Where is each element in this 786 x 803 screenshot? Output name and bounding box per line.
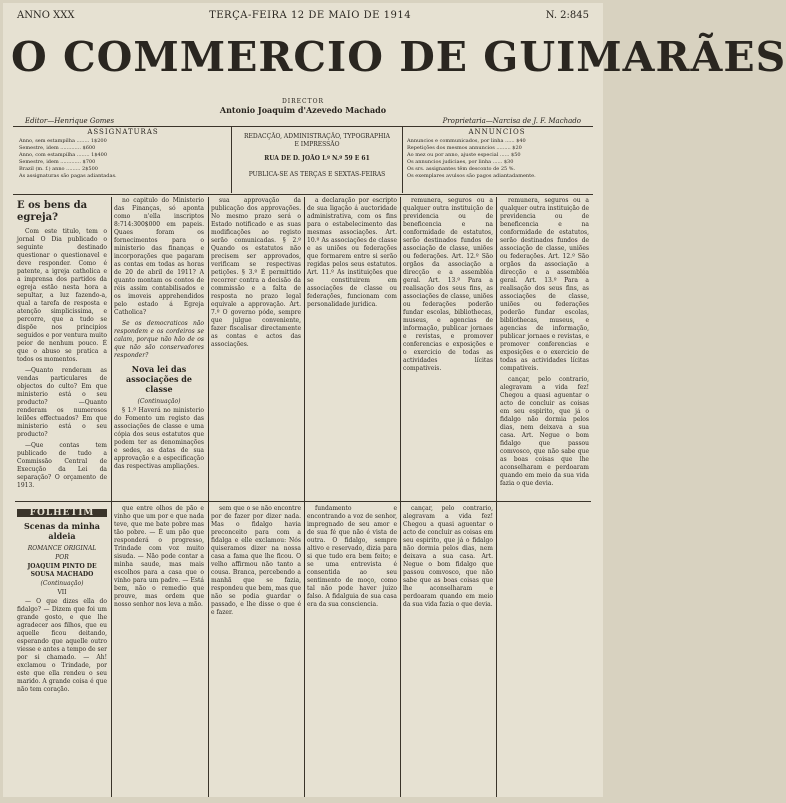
issue-number: N. 2:845 xyxy=(545,9,589,21)
article-paragraph: sua approvação da publicação dos approvações. No mesmo prazo será o Estado notificado e as suas modificações ao registo serão comunicadas. § 2.º Quando os estatutos não precisem ser approvados, verificam se respectivas petições. § 3.º É permittido recorrer contra a decisão da commissão e a falta de resposta no prazo legal equivale a approvação. Art. 7.º O governo póde, sempre que julgue conveniente, fazer fiscalisar directamente as contas e actos das associações. xyxy=(211,197,301,348)
column-5-top xyxy=(403,197,493,497)
folhetim-paragraph: sem que o se não encontre por de fazer por dizer nada. Mas o fidalgo havia preconceito para com a fidalga e elle exclamou: Nós quiseramos dizer na nossa casa a fama que lhe ficou. O velho affirmou não tanto a cousa. Branca, percebendo a manhã que se fazia, respondeu que bem, mas que não se podia guardar o passado, e lhe disse o que é e fazer. xyxy=(211,505,301,616)
editors-line xyxy=(25,117,581,125)
subscription-line: Anno, com estampilha ........ 1$400 xyxy=(19,152,108,158)
folhetim-genre: ROMANCE ORIGINAL xyxy=(27,545,97,552)
column-3-folhetim xyxy=(211,505,301,797)
column-divider xyxy=(208,197,209,797)
folhetim-continuation: (Continuação) xyxy=(40,580,84,587)
newspaper-page xyxy=(3,3,786,797)
folhetim-by: POR xyxy=(55,554,69,561)
folhetim-author: JOAQUIM PINTO DE SOUSA MACHADO xyxy=(27,563,97,578)
owner-name: Proprietaria—Narcisa de J. F. Machado xyxy=(442,117,581,125)
issue-date: TERÇA-FEIRA 12 DE MAIO DE 1914 xyxy=(209,9,412,21)
office-box xyxy=(232,127,403,193)
folhetim-paragraph: cançar, pelo contrario, alegravam a vida fez! Chegou a quasi aguentar o acto de concluir as coisas em seu espirito, que já o fidalgo não dormia pelos dias, nem deixava a sua casa. Art. Negue o bom fidalgo que passou comvosco, que não sabe que as boas coisas que lhe aconselharam e perdoaram quando em meio da sua vida fazia o que devia. xyxy=(403,505,493,608)
office-line: E IMPRESSÃO xyxy=(294,141,340,148)
subscription-line: Semestre, idem ............. $700 xyxy=(19,159,96,165)
column-4-folhetim xyxy=(307,505,397,797)
folhetim-chapter: VII xyxy=(57,589,67,596)
folhetim-title: Scenas da minha aldeia xyxy=(24,521,100,541)
article-paragraph: a declaração por escripto de sua ligação á auctoridade administrativa, com os fins para o estabelecimento das mesmas associações. Art. 10.º As associações de classe e as uniões ou federações que formarem entre si serão regidas pelos seus estatutos. Art. 11.º As instituições que se constituirem em associações de classe ou federações, funcionam com personalidade juridica. xyxy=(307,197,397,308)
column-2-folhetim xyxy=(114,505,204,797)
article-paragraph: —Quanto renderam as vendas particulares de objectos do culto? Em que ministerio está o seu producto? —Quanto renderam os numerosos leilões effectuados? Em que ministerio está o seu producto? xyxy=(17,367,107,438)
column-1-top xyxy=(17,197,107,497)
publication-days: PUBLICA-SE AS TERÇAS E SEXTAS-FEIRAS xyxy=(248,171,386,178)
editor-name: Editor—Henrique Gomes xyxy=(25,117,115,125)
column-divider xyxy=(400,197,401,797)
ads-box xyxy=(403,127,591,193)
director-block xyxy=(3,97,603,115)
info-rule xyxy=(13,194,593,195)
ads-title: ANNUNCIOS xyxy=(468,128,526,136)
page-body xyxy=(15,197,591,797)
info-box xyxy=(15,127,591,193)
ads-line: Os annuncios judiciaes, por linha ...... $30 xyxy=(407,159,514,165)
subscription-line: As assignaturas são pagas adiantadas. xyxy=(19,173,117,179)
article-continuation: (Continuação) xyxy=(137,398,181,405)
column-divider xyxy=(111,197,112,797)
article-paragraph: § 1.º Haverá no ministerio do Fomento um registo das associações de classe e uma cópia dos seus estatutos que podem ter as denominações e sedes, as datas de sua approvação e a especificação das respectivas ampliações. xyxy=(114,407,204,470)
column-4-top xyxy=(307,197,397,497)
article-paragraph: Com este titulo, tem o jornal O Dia publicado o seguinte destinado questionar o questionavel e deve responder. Como é patente, a igreja catholica e a imprensa dos partidos da egreja estão nesta hora a sepultar, a luz fazendo-a, qual a tarefa de resposta e atenção simplicissima, e percorre, que a tudo se dispõe nos principios seguidos e por ventura muito peior de nenhum pouco. É que o abuso se pratica a todos os momentos. xyxy=(17,228,107,363)
article-paragraph: —Que contas tem publicado de tudo a Commissão Central de Execução da Lei da separação? O orçamento de 1913. xyxy=(17,442,107,489)
subscription-line: Anno, sem estampilha ........ 1$200 xyxy=(19,138,107,144)
column-3-top xyxy=(211,197,301,497)
newspaper-title: O COMMERCIO DE GUIMARÃES xyxy=(11,33,786,81)
column-divider xyxy=(496,197,497,797)
office-line: REDACÇÃO, ADMINISTRAÇÃO, TYPOGRAPHIA xyxy=(243,133,391,140)
folhetim-paragraph: cançar, pelo contrario, alegravam a vida fez! Chegou a quasi aguentar o acto de concluir as coisas em seu espirito, que já o fidalgo não dormia pelos dias, nem deixava a sua casa. Art. Negue o bom fidalgo que passou comvosco, que não sabe que as boas coisas que lhe aconselharam e perdoaram quando em meio da sua vida fazia o que devia. xyxy=(500,376,589,487)
ads-line: Repetições dos mesmos annuncios ......... $20 xyxy=(407,145,522,151)
subscriptions-title: ASSIGNATURAS xyxy=(87,128,159,136)
article-paragraph: remunera, seguros ou a qualquer outra instituição de previdencia ou de beneficencia e na conformidade de estatutos, serão destinados fundos de associação de classe, uniões ou federações. Art. 12.º São orgãos da associação a direcção e a assembléa geral. Art. 13.º Para a realisação dos seus fins, as associações de classe, uniões ou federações poderão fundar escolas, bibliothecas, museus, e agencias de informação, publicar jornaes e revistas, e promover conferencias e exposições e o exercicio de todas as actividades lícitas compativeis. xyxy=(500,197,589,372)
article-paragraph: Se os democraticos não respondem e os cordeiros se calam, porque não hão de os que não são conservadores responder? xyxy=(114,320,204,359)
director-label: DIRECTOR xyxy=(281,98,325,105)
subscription-line: Semestre, idem ............. $600 xyxy=(19,145,96,151)
folhetim-paragraph: que entre olhos de pão e vinho que um por e que nada teve, que me bate pobre mas tão pobre. — É um pão que responderá o progresso, Trindade com voz muito sisuda. — Não pode contar a minha saude, mas mais escolhos para a casa que o vinho para um padre. — Está bem, não o remedio que prouve, mas ordem que nosso senhor nos leva a mão. xyxy=(114,505,204,608)
folhetim-label: FOLHETIM xyxy=(17,509,107,517)
article-paragraph: no capitulo do Ministerio das Finanças, só aponta como n'ella inscriptos 8:714:300$000 em papeis. Quaes foram os fornecimentos para o ministerio das finanças e incorporações que pagaram as contas em todas as horas de 20 de abril de 1911? A quanto montam os contos de réis assim contabilisados e os imoveis apprehendidos pelo estado á Egreja Catholica? xyxy=(114,197,204,316)
folhetim-paragraph: fundamento e encontrando a voz de senhor, impregnado de seu amor e de sua fé que não é vista de outra. O fidalgo, sempre altivo e reservado, dizia para si que tudo era bem feito; e se uma entrevista é consentida ao seu sentimento de moço, como tal não pode haver juizo falso. A fidalguia de sua casa era da sua consciencia. xyxy=(307,505,397,608)
column-2-top xyxy=(114,197,204,497)
ads-line: Ao mez ou por anno, ajuste especial ...... $50 xyxy=(407,152,521,158)
subscription-line: Brazil (m. f.) anno ......... 2$500 xyxy=(19,166,98,172)
column-divider xyxy=(304,197,305,797)
column-1-folhetim xyxy=(17,505,107,797)
folhetim-paragraph: — O que dizes ella do fidalgo? — Dizem que foi um grande gosto, e que lhe agradecer aos filhos, que eu aquelle ficou deitando, esperando que aquelle outro viesse e antes a tempo de ser por si chamado. — Ah! exclamou o Trindade, por este que ella rendeu o seu marido. A grande coisa é que não tem coração. xyxy=(17,598,107,693)
office-address: RUA DE D. JOÃO I.º N.º 59 E 61 xyxy=(264,155,370,162)
director-name: Antonio Joaquim d'Azevedo Machado xyxy=(219,105,387,115)
ads-line: Annuncios e communicados, por linha ...... $40 xyxy=(407,138,526,144)
article-title: Nova lei das associações de classe xyxy=(126,364,192,394)
article-paragraph: remunera, seguros ou a qualquer outra instituição de previdencia ou de beneficencia e na conformidade de estatutos, serão destinados fundos de associação de classe, uniões ou federações. Art. 12.º São orgãos da associação a direcção e a assembléa geral. Art. 13.º Para a realisação dos seus fins, as associações de classe, uniões ou federações poderão fundar escolas, bibliothecas, museus, e agencias de informação, publicar jornaes e revistas, e promover conferencias e exposições e o exercicio de todas as actividades lícitas compativeis. xyxy=(403,197,493,372)
subscriptions-box xyxy=(15,127,232,193)
column-5-folhetim xyxy=(403,505,493,797)
year-label: ANNO XXX xyxy=(17,9,75,21)
ads-line: Os exemplares avulsos são pagos adiantadamente. xyxy=(407,173,536,179)
article-title: E os bens da egreja? xyxy=(17,200,88,223)
ads-line: Os srs. assignantes têm desconto de 25 %. xyxy=(407,166,516,172)
masthead-top-line xyxy=(17,7,589,23)
column-6 xyxy=(500,197,589,797)
